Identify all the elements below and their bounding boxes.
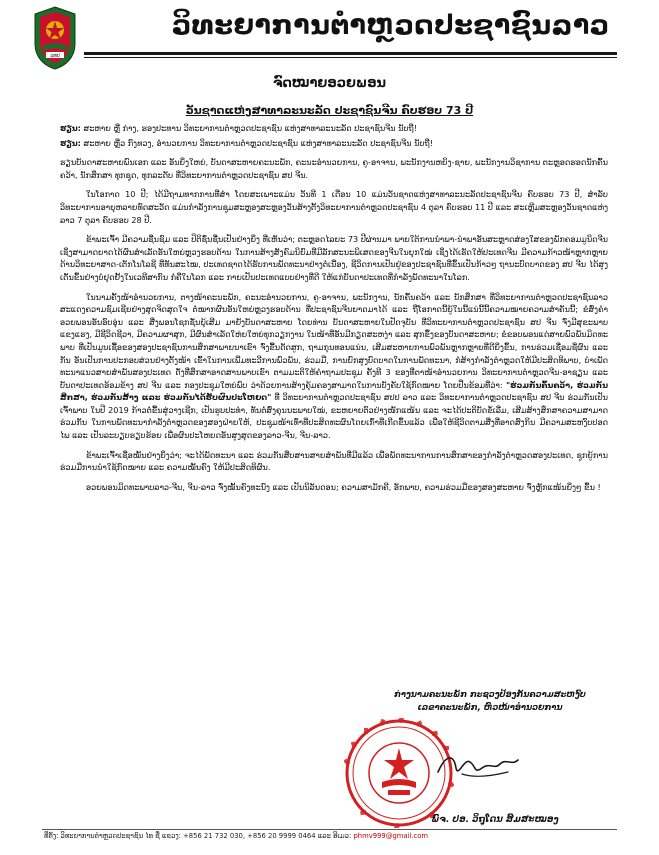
signature-line-1: ກ່າງນາມຄະນະພັກ ກະຊວງປ້ອງກັນຄວາມສະຫງົບ	[394, 689, 586, 699]
signer-name: ພົຈ. ປອ. ວິຖຸໂດນ ສົມສະໝອງ	[431, 815, 559, 825]
paragraph-3	[60, 291, 608, 442]
paragraph-3-quote: "ຮ່ວມກັນຄົ້ນຄວ້າ, ຮ່ວມກັນສຶກສາ, ຮ່ວມກັນສ້າງ ແລະ ຮ່ວມກັນໄດ້ຮັບຜົນປະໂຫຍດ"	[60, 379, 608, 403]
paragraph-4: ຂ້າພະເຈົ້າເຊື່ອໝັ້ນຢ່າງຍິ່ງວ່າ; ຈະໄດ້ພັດທະນາ ແລະ ຮ່ວມກັນສືບສານສາຍສຳພັນທີ່ມີແລ້ວ ເພື່ອພັດທະນາການການສຶກສາຂອງກຳລັງຕຳຫຼວດສອງປະເທດ, ຊຸກຍູ້ການຮ່ວມມືການນຳໃຊ້ກົດໝາຍ ແລະ ຄວາມໝັ້ນຄົງ ໃຫ້ມີປະສິດທິຜົນ.	[60, 449, 608, 473]
footer	[44, 832, 624, 840]
footer-address: ທີ່ຕັ້ງ: ວິທະຍາການຕຳຫຼວດປະຊາຊົນ ໄທ ຊື່ ແຂວງ: +856 21 732 030, +856 20 9999 0464 ແລະ ອີເມວ:	[44, 832, 352, 840]
recipient-text: ສະຫາຍ ຫຼີ່ ກ່າງ, ຮອງປະທານ ວິທະຍາການຕຳຫຼວດປະຊາຊົນ ແຫ່ງສາທາລະນະລັດ ປະຊາຊົນຈີນ ນັບຖື!	[83, 123, 418, 133]
handwritten-signature-icon	[434, 748, 520, 782]
recipient-label: ຮຽນ:	[60, 137, 81, 148]
paragraph-2: ຂ້າພະເຈົ້າ ມີຄວາມຊື່ນຊົມ ແລະ ປິຕິຊົ່ນຊື່ນເປັນຢ່າງຍິ່ງ ທີ່ເຫັນວ່າ; ຕະຫຼອດໄລຍະ 73 ປີຜ່ານມາ ພາຍໃຕ້ການນຳພາ-ນຳພາອັນສະຫຼາດສ່ອງໃສຂອງພັກຄອມມູນິດຈີນ ເຊິ່ງສາມາດຍາດໄດ້ຜົນສຳເລັດອັນໃຫຍ່ຫຼວງຮອບດ້ານ ໃນການສ້າງສັງຄົມນິຍົມທີ່ມີລັກສະນະພິເສດຂອງຈີນໃນຍຸກໃໝ່ ເຊິ່ງໄດ້ເຮັດໃຫ້ປະເທດຈີນ ມີຄວາມກ້າວໜ້າຫຼາກຫຼາຍດ້ານວິທະຍາສາດ-ເຕັກໂນໂລຊີ ທີ່ທັນສະໄໝ, ປະເທດຊາດໄດ້ຮັບການພັດທະນາຢ່າງຕໍ່ເນື່ອງ, ຊີວິດການເປັນຢູ່ຂອງປະຊາຊົນທີ່ຂຶ້ນເປັນກ້າວໆ ຖານະບົດບາດຂອງ ສປ ຈີນ ໄດ້ສູງເດັ່ນຂຶ້ນຢ່າງບໍ່ຢຸດຢັ້ງໃນເວທີສາກົນ ກໍຄືໃນໂລກ ແລະ ກາຍເປັນປະເທດແບບຢ່າງທີ່ດີ ໃຫ້ແກ່ບັນດາປະເທດທີ່ກຳລັງພັດທະນາໃນໂລກ.	[60, 234, 608, 282]
paragraph-3-pre: ໃນນາມຄັ້ງໜ້າອຳນວຍການ, ຕາງໜ້າຄະນະພັກ, ຄະນະອຳນວຍການ, ຄູ-ອາຈານ, ພະນັກງານ, ນັກຄົ້ນຄວ້າ ແລະ ນັກສຶກສາ ທີ່ວິທະຍາການຕຳຫຼວດປະຊາຊົນລາວ ສະແດງຄວາມຊົມເຊີຍຢ່າງສຸດຈິດສຸດໃຈ ຕໍ່ໝາກຜົນອັນໃຫຍ່ຫຼວງຮອບດ້ານ ທີ່ປະຊາຊົນຈີນຍາດມາໄດ້ ແລະ ຖືໂອກາດນີ້ຍູ້ໃນນີ້ແນ່ນີ້ນີ້ຄວາມໝາຍຄວາມສຳຄັນນີ້; ຂໍສົ່ງຄຳອວຍພອນອັນອົບອຸ່ນ ແລະ ສີ່ງພອນໂຊກຊັ່ນຍຸ້ເສີມ ມາຍັງບັນດາສະຫາຍ ໂດຍທ່ານ ບັນດາສະຫາຍໃນປັດຈຸບັນ ທີ່ວິທະຍາການຕຳຫຼວດປະຊາຊົນ ສປ ຈີນ ຈົ່ງມີສຸຂະພາບແຂງແຮງ, ມີຊີວິດຊີວາ, ມີຄວາມຜາສຸກ, ມີຜົນສຳເລັດໃຫ່ຍໃຫຍ່ທຸກວຽກງານ ໃນໜ້າທີ່ອັນມີກຽດສະຫງ່າ ແລະ ສຸກຂຶ້ງຂອງບັນດາສະຫາຍ; ຂໍຂອບພອນແດ່ສາຍພົວພັນມິດທະພາບ ທີ່ເປັນມູນເຊື້ອຂອງສອງປະຊາຊົນການສຶກສາພາຍນາເຂົາ ຈົ່ງຂື້ນດັດສູກ, ຖາມກຸນທອນແນ່ນ, ເສີມສະຫາຍການພົວພັນຫຼາກຫຼາຍທີ່ດີຍິ່ງຂຶ້ນ, ການຮ່ວມເຊື່ອມຊີ່ຜົນ ແລະ ກັນ ອັນເປັນການປະກອບສ່ວນຢ່າງຕັ້ງໜ້າ ເຂົ້າໃນການເພີ່ມທະວີການພົວພັນ, ຮ່ວມມື, ການຍົກສູງບົດບາດໃນການພັດທະນາ, ກໍສ້າງກຳລັງຕໍາຫຼວດໃຫ້ມີປະສິດທິພາບ, ບຳເພັດທະນາແນວສາຍສຳພັນສອງປະເທດ ດັ່ງທີ່ສຶກສາອາດສານພາບເຂົາ ຕາມມະຕິໃຫ້ຄຳຖາມປະຊຸມ ຄັ້ງທີ 3 ຂອງທີ່ຕາໜ້າອຳນວຍການ ວິທະຍາການຕຳຫຼວດຈີນ-ອາຊຽນ ແລະ ບັນດາປະເທດອ້ອມຂ້າງ ສປ ຈີນ ແລະ ກອງປະຊຸມໃຫຍ່ພົບ ວ່າດ້ວຍການສ້າງຄຸ້ມຄອງສາມາດໃນການບັງຄັບໃຊ້ກົດໝາຍ ໂດຍປີ່ນຂ້ອມທີ່ວ່າ:	[60, 291, 608, 390]
recipient-line-1	[60, 122, 608, 135]
letter-title: ຈົດໝາຍອວຍພອນ	[272, 76, 387, 91]
header-divider-thin	[84, 57, 617, 58]
recipient-text: ສະຫາຍ ຫຼີ່ວ ກົງທວງ, ອຳນວຍການ ວິທະຍາການຕຳຫຼວດປະຊາຊົນ ແຫ່ງສາທາລະນະລັດ ປະຊາຊົນຈີນ ນັບຖື!	[83, 137, 433, 148]
recipient-label: ຮຽນ:	[60, 123, 81, 133]
letter-body	[60, 122, 608, 500]
paragraph-5: ອວຍພອນມິດທະພາບລາວ-ຈີນ, ຈີນ-ລາວ ຈົ່ງໝັ້ນຄົງທະນົງ ແລະ ເປັນນິລັນດອນ; ຄວາມສາມັກຄີ, ອັກພາບ, ຄວາມຮ່ວມມືຂອງສອງສະຫາຍ ຈົ່ງຫຼັກແໜ້ນຍິ່ງໆ ຂຶ້ນ !	[86, 481, 601, 492]
footer-email[interactable]: phmv999@gmail.com	[353, 832, 429, 840]
signature-block	[340, 688, 640, 714]
recipient-line-2	[60, 137, 608, 150]
header-divider	[84, 52, 617, 55]
paragraph-3-post: ທີ່ ວິທະຍາການຕຳຫຼວດປະຊາຊົນ ສປປ ລາວ ແລະ ວິທະຍາການຕຳຫຼວດປະຊາຊົນ ສປ ຈີນ ຮ່ວມກັນເປັນເຈົ້າພາບ ໃນປີ 2019 ກ້າວຕໍ່ຂື້ນສູ່ວາງເຊີກ, ເປັນຮູບປະທຳ, ທັນຕໍ່ສົ່ງຄຸນນະພາບໃໝ່, ຂະຫຍາຍຕົວຢ່າງໜັກແໜ້ນ ແລະ ຈະໄດ້ປະຕິບັດຂໍ້ເລີ່ມ, ເສີມສ້າງສຶກສາຄວາມສາມາດຮ່ວມກັນ ໃນການພັດທະນາກຳລັງຕຳຫຼວດຂອງສອງຝ່າຍໃຫ້, ປະຊຸມໜ້າເທົ່າທີ່ປະສິດທະຜົນໂດຍເກົ່າທີ່ເກີດຂຶ້ນແລ້ວ ເພື່ອໃຫ້ຊີວິດຕາມສີ່ງທີ່ອາດສົງກິນ ມີຄວາມສະຫງົບປອດໄພ ແລະ ເປັນລະບຽບຮຽບຮ້ອຍ ເພື່ອຜົນປະໂຫຍດອັນສູງສຸດຂອງລາວ-ຈີນ, ຈີນ-ລາວ.	[60, 392, 608, 441]
svg-text:ວທປ: ວທປ	[50, 53, 60, 59]
footer-divider	[42, 829, 617, 830]
signature-line-2: ເລຂາຄະນະພັກ, ຫົວໜ້າອຳນວຍການ	[417, 702, 563, 712]
paragraph-1: ໃນໂອກາດ 10 ປີ; ໄດ້ມີຖາມທາກການທີ່ສຳ ໂດຍສະເພາະແມ່ນ ວັນທີ 1 ເດືອນ 10 ແມ່ນວັນຊາດແຫ່ງສາທາລະນະລັດປະຊາຊົນຈີນ ຄົບຮອບ 73 ປີ, ສຳລັບວິທະຍາການອາຍຸຫລາຍທົດສະວັດ ແມ່ນກຳລັງການຊຸມສະຫຼອງສະຫຼອງວັນສ້າງຕັ້ງວິທະຍາການຕຳຫຼວດປະຊາຊົນ 4 ຕຸລາ ຄົບຮອບ 11 ປີ ແລະ ສະເຫຼີມສະຫຼອງວັນຊາດແຫ່ງລາວ 7 ຕຸລາ ຄົບຮອບ 28 ປີ.	[60, 189, 608, 225]
greeting-paragraph: ຮຽນບັນດາສະຫາຍພົນເອກ ແລະ ອັນຍິ່ງໃຫຍ່, ບັນດາສະຫາຍຄະນະພັກ, ຄະນະອຳນວຍການ, ຄູ-ອາຈານ, ພະນັກງານຫຍິງ-ຊາຍ, ພະນັກງານວິຊາການ ຕະຫຼອດຮອດນັກຄົ້ນຄວ້າ, ນັກສຶກສາ ທຸກຊຸດ, ທຸກລະດັບ ທີ່ວິທະຍາການຕຳຫຼວດປະຊາຊົນ ສປ ຈີນ.	[60, 157, 608, 180]
letter-subtitle: ວັນຊາດແຫ່ງສາທາລະນະລັດ ປະຊາຊົນຈີນ ຄົບຮອບ 73 ປີ	[185, 104, 474, 117]
institution-name: ວິທະຍາການຕຳຫຼວດປະຊາຊົນລາວ	[172, 10, 610, 41]
institution-logo-icon	[33, 6, 77, 70]
